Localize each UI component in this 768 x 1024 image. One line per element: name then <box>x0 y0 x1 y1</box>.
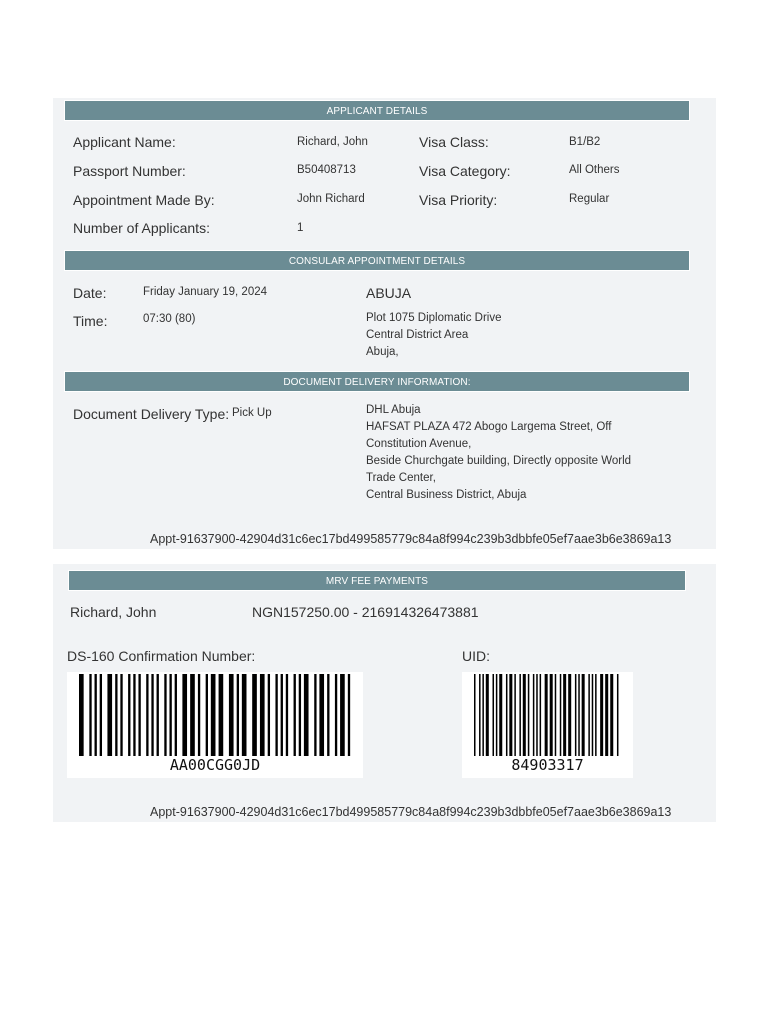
barcode-bar <box>610 674 613 756</box>
barcode-bar <box>335 674 337 756</box>
ds160-barcode <box>67 672 363 778</box>
consular-appointment-header: CONSULAR APPOINTMENT DETAILS <box>64 250 690 271</box>
barcode-bar <box>164 674 166 756</box>
appointment-date-value: Friday January 19, 2024 <box>143 286 268 298</box>
ds160-barcode-bars <box>67 672 363 756</box>
barcode-bar <box>120 674 122 756</box>
barcode-bar <box>304 674 309 756</box>
passport-number-label: Passport Number: <box>73 163 186 179</box>
appointment-id: Appt-91637900-42904d31c6ec17bd499585779c84a8f994c239b3dbbfe05ef7aae3b6e3869a13 <box>150 532 672 546</box>
barcode-bar <box>95 674 97 756</box>
delivery-type-value: Pick Up <box>232 407 272 419</box>
barcode-bar <box>493 674 495 756</box>
barcode-bar <box>563 674 566 756</box>
barcode-bar <box>211 674 216 756</box>
barcode-bar <box>617 674 619 756</box>
passport-number-value: B50408713 <box>297 164 356 176</box>
barcode-bar <box>340 674 345 756</box>
visa-category-value: All Others <box>569 164 620 176</box>
number-of-applicants-value: 1 <box>297 222 304 234</box>
barcode-bar <box>89 674 91 756</box>
uid-barcode <box>462 672 633 778</box>
barcode-bar <box>169 674 171 756</box>
barcode-bar <box>545 674 548 756</box>
barcode-bar <box>206 674 208 756</box>
barcode-bar <box>523 674 526 756</box>
consulate-address-line: Plot 1075 Diplomatic Drive <box>366 312 502 324</box>
barcode-bar <box>514 674 516 756</box>
document-delivery-header: DOCUMENT DELIVERY INFORMATION: <box>64 371 690 392</box>
barcode-bar <box>605 674 608 756</box>
appointment-time-label: Time: <box>73 313 108 329</box>
barcode-bar <box>474 674 476 756</box>
delivery-address-line: HAFSAT PLAZA 472 Abogo Largema Street, Off <box>366 421 612 433</box>
delivery-address-line: DHL Abuja <box>366 404 421 416</box>
delivery-address-line: Trade Center, <box>366 472 436 484</box>
barcode-bar <box>275 674 277 756</box>
barcode-bar <box>190 674 195 756</box>
number-of-applicants-label: Number of Applicants: <box>73 220 210 236</box>
visa-priority-value: Regular <box>569 193 610 205</box>
barcode-bar <box>582 674 585 756</box>
barcode-bar <box>219 674 224 756</box>
uid-barcode-bars <box>462 672 633 756</box>
consulate-address <box>366 310 502 361</box>
payment-reference: NGN157250.00 - 216914326473881 <box>252 604 479 620</box>
ds160-confirmation-label: DS-160 Confirmation Number: <box>67 648 256 664</box>
barcode-bar <box>519 674 521 756</box>
visa-class-value: B1/B2 <box>569 136 601 148</box>
delivery-address-line: Beside Churchgate building, Directly opposite World <box>366 455 632 467</box>
barcode-bar <box>151 674 153 756</box>
barcode-bar <box>319 674 324 756</box>
consulate-address-line: Central District Area <box>366 329 469 341</box>
barcode-bar <box>479 674 481 756</box>
barcode-bar <box>575 674 577 756</box>
barcode-bar <box>588 674 590 756</box>
barcode-bar <box>482 674 484 756</box>
barcode-bar <box>128 674 130 756</box>
barcode-bar <box>600 674 603 756</box>
barcode-bar <box>592 674 594 756</box>
barcode-bar <box>486 674 489 756</box>
appointment-made-by-value: John Richard <box>297 193 365 205</box>
visa-class-label: Visa Class: <box>419 134 489 150</box>
appointment-id-footer: Appt-91637900-42904d31c6ec17bd499585779c84a8f994c239b3dbbfe05ef7aae3b6e3869a13 <box>150 805 672 819</box>
barcode-bar <box>506 674 508 756</box>
barcode-bar <box>198 674 200 756</box>
appointment-time-value: 07:30 (80) <box>143 313 196 325</box>
visa-priority-label: Visa Priority: <box>419 192 498 208</box>
barcode-bar <box>281 674 283 756</box>
barcode-bar <box>133 674 135 756</box>
payer-name: Richard, John <box>70 604 157 620</box>
barcode-bar <box>578 674 580 756</box>
barcode-bar <box>560 674 562 756</box>
barcode-bar <box>550 674 553 756</box>
uid-label: UID: <box>462 648 490 664</box>
consulate-city: ABUJA <box>366 285 412 301</box>
barcode-bar <box>509 674 512 756</box>
barcode-bar <box>268 674 270 756</box>
barcode-bar <box>175 674 177 756</box>
visa-category-label: Visa Category: <box>419 163 511 179</box>
ds160-barcode-text: AA00CGG0JD <box>169 756 261 774</box>
barcode-bar <box>157 674 159 756</box>
barcode-bar <box>237 674 239 756</box>
barcode-bar <box>229 674 234 756</box>
delivery-address-line: Central Business District, Abuja <box>366 489 527 501</box>
barcode-bar <box>533 674 535 756</box>
applicant-name-value: Richard, John <box>297 136 368 148</box>
consulate-address-line: Abuja, <box>366 346 399 358</box>
barcode-bar <box>540 674 542 756</box>
barcode-bar <box>242 674 247 756</box>
barcode-bar <box>314 674 316 756</box>
barcode-bar <box>327 674 329 756</box>
barcode-bar <box>100 674 102 756</box>
barcode-bar <box>595 674 597 756</box>
barcode-bar <box>294 674 296 756</box>
barcode-bar <box>528 674 530 756</box>
barcode-bar <box>182 674 187 756</box>
barcode-bar <box>299 674 301 756</box>
uid-barcode-text: 84903317 <box>511 756 584 774</box>
barcode-bar <box>146 674 148 756</box>
delivery-address <box>366 402 631 504</box>
applicant-name-label: Applicant Name: <box>73 134 176 150</box>
barcode-bar <box>496 674 498 756</box>
barcode-bar <box>252 674 257 756</box>
delivery-address-line: Constitution Avenue, <box>366 438 472 450</box>
appointment-made-by-label: Appointment Made By: <box>73 192 215 208</box>
applicant-details-header: APPLICANT DETAILS <box>64 100 690 121</box>
appointment-date-label: Date: <box>73 285 107 301</box>
barcode-bar <box>107 674 112 756</box>
barcode-bar <box>568 674 571 756</box>
mrv-fee-header: MRV FEE PAYMENTS <box>68 570 686 591</box>
barcode-bar <box>115 674 117 756</box>
barcode-bar <box>138 674 140 756</box>
barcode-bar <box>499 674 502 756</box>
barcode-bar <box>555 674 557 756</box>
barcode-bar <box>536 674 538 756</box>
barcode-bar <box>260 674 265 756</box>
barcode-bar <box>286 674 288 756</box>
barcode-bar <box>348 674 350 756</box>
delivery-type-label: Document Delivery Type: <box>73 406 230 422</box>
barcode-bar <box>79 674 84 756</box>
